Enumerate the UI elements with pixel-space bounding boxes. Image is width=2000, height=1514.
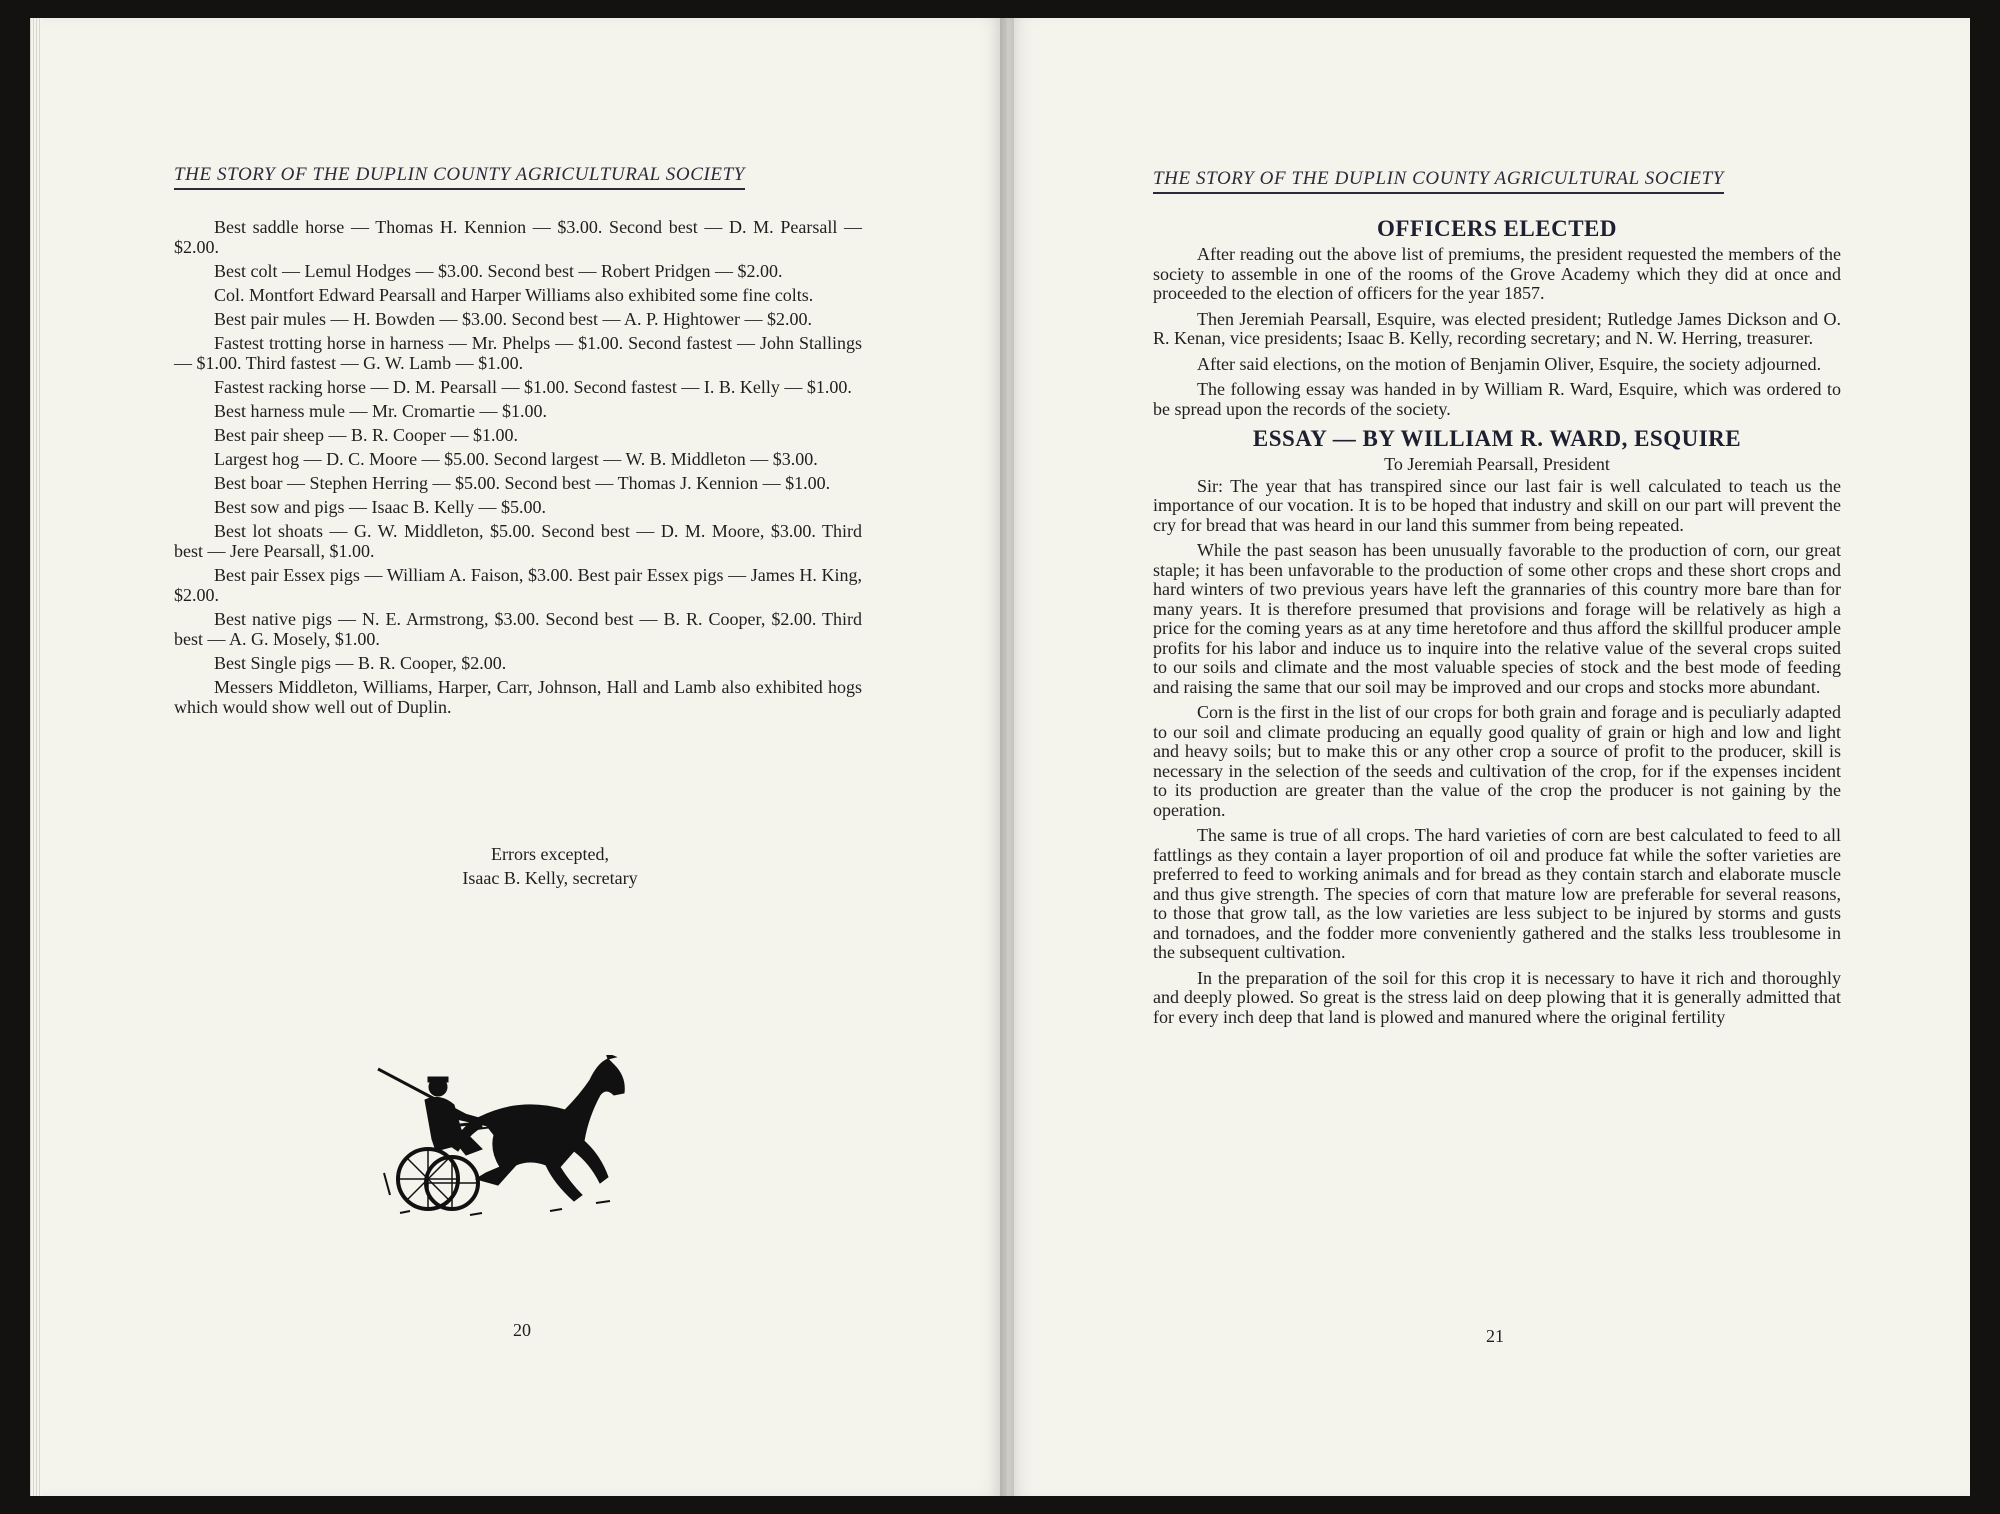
- paragraph: Best sow and pigs — Isaac B. Kelly — $5.00.: [214, 497, 546, 517]
- right-page-number: 21: [1486, 1326, 1504, 1346]
- paragraph: Best pair mules — H. Bowden — $3.00. Second best — A. P. Hightower — $2.00.: [214, 309, 812, 329]
- paragraph: The following essay was handed in by William R. Ward, Esquire, which was ordered to be spread upon the records of the society.: [1153, 379, 1841, 419]
- paragraph: Best Single pigs — B. R. Cooper, $2.00.: [214, 653, 507, 673]
- closing-line-2: Isaac B. Kelly, secretary: [462, 868, 638, 888]
- running-head-right: THE STORY OF THE DUPLIN COUNTY AGRICULTURAL SOCIETY: [1153, 168, 1724, 194]
- paragraph: Best colt — Lemul Hodges — $3.00. Second best — Robert Pridgen — $2.00.: [214, 261, 783, 281]
- paragraph: Best native pigs — N. E. Armstrong, $3.00. Second best — B. R. Cooper, $2.00. Third best — A. G. Mosely, $1.00.: [174, 609, 862, 649]
- salutation: To Jeremiah Pearsall, President: [1384, 454, 1610, 474]
- paragraph: After said elections, on the motion of Benjamin Oliver, Esquire, the society adjourned.: [1197, 353, 1822, 374]
- paragraph: Largest hog — D. C. Moore — $5.00. Second largest — W. B. Middleton — $3.00.: [214, 449, 818, 469]
- right-column: [1153, 216, 1841, 1033]
- paragraph: Best pair Essex pigs — William A. Faison, $3.00. Best pair Essex pigs — James H. King, $2.00.: [174, 565, 862, 605]
- essay-heading: ESSAY — BY WILLIAM R. WARD, ESQUIRE: [1252, 426, 1742, 451]
- paragraph: Best pair sheep — B. R. Cooper — $1.00.: [214, 425, 518, 445]
- paragraph: Sir: The year that has transpired since our last fair is well calculated to teach us the importance of our vocation. It is to be hoped that industry and skill on our part will prevent the cry for bread that was heard in our land this summer from being repeated.: [1153, 475, 1841, 535]
- left-page-number: 20: [513, 1320, 531, 1340]
- paragraph: In the preparation of the soil for this crop it is necessary to have it rich and thoroughly and deeply plowed. So great is the stress laid on deep plowing that it is generally admitted that for every inch deep that land is plowed and manured where the original fertility: [1153, 967, 1841, 1027]
- paragraph: Col. Montfort Edward Pearsall and Harper Williams also exhibited some fine colts.: [214, 285, 814, 305]
- officers-section: [1153, 245, 1841, 419]
- page-edges: [30, 18, 42, 1496]
- closing-signature: [410, 842, 690, 890]
- paragraph: Best boar — Stephen Herring — $5.00. Second best — Thomas J. Kennion — $1.00.: [214, 473, 831, 493]
- paragraph: Fastest racking horse — D. M. Pearsall — $1.00. Second fastest — I. B. Kelly — $1.00.: [214, 377, 852, 397]
- paragraph: While the past season has been unusually favorable to the production of corn, our great staple; it has been unfavorable to the production of some other crops and these short crops and hard winters of two previous years have left the grannaries of this country more bare than for many years. It is therefore presumed that provisions and forage will be relatively as high a price for the coming years as at any time heretofore and thus afford the skillful producer ample profits for his labor and induce us to inquire into the relative value of the several crops suited to our soils and climate and the most valuable species of stock and the best mode of feeding and raising the same that our soil may be improved and our crops and stocks more abundant.: [1153, 540, 1841, 697]
- running-head-left: THE STORY OF THE DUPLIN COUNTY AGRICULTURAL SOCIETY: [174, 164, 745, 190]
- paragraph: Best harness mule — Mr. Cromartie — $1.00.: [214, 401, 547, 421]
- harness-racing-illustration: [370, 1055, 640, 1220]
- paragraph: The same is true of all crops. The hard varieties of corn are best calculated to feed to all fattlings as they contain a layer proportion of oil and produce fat while the softer varieties are preferred to feed to working animals and for bread as they contain starch and elaborate muscle and thus give strength. The species of corn that mature low are preferable for several reasons, to those that grow tall, as the low varieties are less subject to be injured by storms and gusts and tornadoes, and the fodder more conveniently gathered and the stalks less troublesome in the subsequent cultivation.: [1153, 825, 1841, 962]
- paragraph: Then Jeremiah Pearsall, Esquire, was elected president; Rutledge James Dickson and O. R. Kenan, vice presidents; Isaac B. Kelly, recording secretary; and N. W. Herring, treasurer.: [1153, 308, 1841, 348]
- paragraph: Best lot shoats — G. W. Middleton, $5.00. Second best — D. M. Moore, $3.00. Third best — Jere Pearsall, $1.00.: [174, 521, 862, 561]
- paragraph: Best saddle horse — Thomas H. Kennion — $3.00. Second best — D. M. Pearsall — $2.00.: [174, 217, 862, 257]
- closing-line-1: Errors excepted,: [491, 844, 609, 864]
- paragraph: Corn is the first in the list of our crops for both grain and forage and is peculiarly adapted to our soil and climate producing an equally good quality of grain or high and low and light and heavy soils; but to make this or any other crop a source of profit to the producer, skill is necessary in the selection of the seeds and cultivation of the crop, for if the expenses incident to its production are greater than the value of the crop the producer is not gaining by the operation.: [1153, 702, 1841, 820]
- book-gutter: [1000, 18, 1014, 1496]
- essay-section: [1153, 477, 1841, 1028]
- officers-elected-heading: OFFICERS ELECTED: [1377, 216, 1617, 241]
- paragraph: After reading out the above list of premiums, the president requested the members of the society to assemble in one of the rooms of the Grove Academy which they did at once and proceeded to the election of officers for the year 1857.: [1153, 244, 1841, 303]
- paragraph: Messers Middleton, Williams, Harper, Carr, Johnson, Hall and Lamb also exhibited hogs which would show well out of Duplin.: [174, 677, 862, 717]
- paragraph: Fastest trotting horse in harness — Mr. Phelps — $1.00. Second fastest — John Stallings — $1.00. Third fastest — G. W. Lamb — $1.00.: [174, 333, 862, 373]
- left-column: [174, 217, 862, 721]
